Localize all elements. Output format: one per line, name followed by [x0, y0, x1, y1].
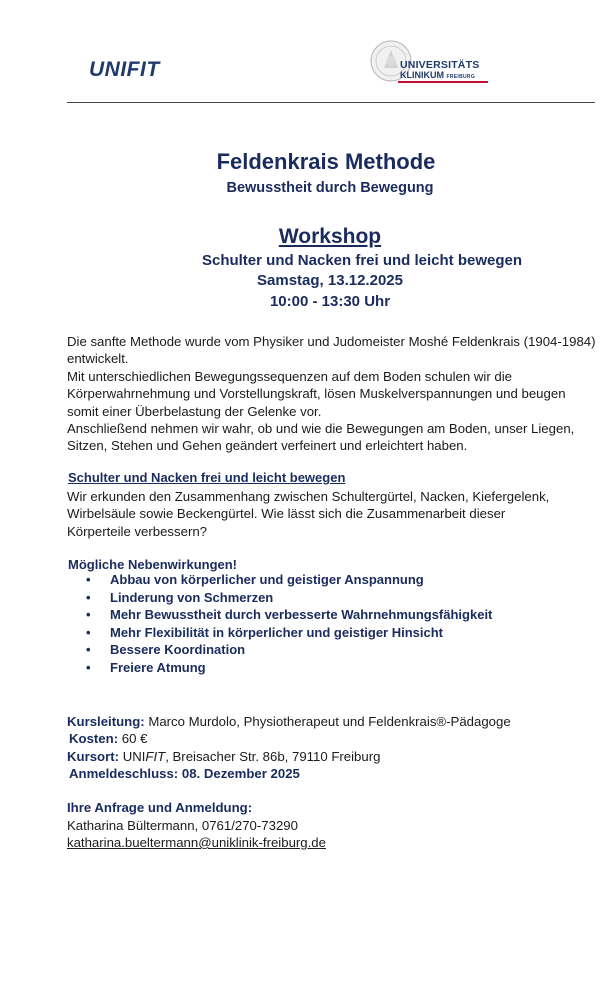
list-item-text: Mehr Bewusstheit durch verbesserte Wahrnehmungsfähigkeit	[110, 607, 493, 623]
page-title: Feldenkrais Methode	[216, 149, 436, 174]
contact-email-link[interactable]: katharina.bueltermann@uniklinik-freiburg.de	[67, 835, 326, 850]
course-location-address: , Breisacher Str. 86b, 79110 Freiburg	[165, 749, 381, 764]
list-item-text: Freiere Atmung	[110, 659, 206, 675]
registration-deadline: Anmeldeschluss: 08. Dezember 2025	[69, 766, 300, 781]
clinic-logo-freiburg: FREIBURG	[446, 74, 476, 80]
course-location-value	[119, 749, 380, 764]
course-location-fit: FIT	[145, 749, 166, 764]
contact-name-phone: Katharina Bültermann, 0761/270-73290	[67, 818, 298, 833]
course-leader-label: Kursleitung:	[67, 714, 145, 729]
course-cost-label: Kosten:	[69, 731, 119, 746]
list-item-text: Mehr Flexibilität in körperlicher und geistiger Hinsicht	[110, 624, 444, 640]
bullet-icon: •	[86, 607, 91, 623]
effects-list	[86, 571, 492, 677]
course-location	[67, 748, 380, 765]
section-text: Wir erkunden den Zusammenhang zwischen Schultergürtel, Nacken, Kiefergelenk, Wirbelsäule sowie Beckengürtel. Wie lässt sich die Zusammenarbeit dieser Körperteile verbessern?	[67, 489, 550, 539]
course-location-label: Kursort:	[67, 749, 120, 764]
intro-paragraph: Die sanfte Methode wurde vom Physiker und Judomeister Moshé Feldenkrais (1904-1984) entwickelt.	[67, 334, 596, 367]
bullet-icon: •	[86, 659, 91, 675]
list-item	[86, 606, 492, 624]
course-leader	[67, 713, 511, 730]
course-location-uni: UNI	[119, 749, 146, 764]
workshop-time: 10:00 - 13:30 Uhr	[269, 293, 391, 310]
bullet-icon: •	[86, 589, 91, 605]
workshop-date: Samstag, 13.12.2025	[257, 272, 403, 289]
clinic-logo-line1: UNIVERSITÄTS	[400, 59, 480, 71]
clinic-logo-accent-bar	[398, 81, 488, 83]
header-divider	[67, 102, 595, 103]
workshop-topic: Schulter und Nacken frei und leicht bewegen	[201, 252, 523, 269]
list-item	[86, 571, 492, 589]
list-item	[86, 659, 492, 677]
course-leader-value: Marco Murdolo, Physiotherapeut und Feldenkrais®-Pädagoge	[144, 714, 511, 729]
section-heading: Schulter und Nacken frei und leicht bewegen	[68, 470, 346, 485]
bullet-icon: •	[86, 624, 91, 640]
page-subtitle: Bewusstheit durch Bewegung	[226, 180, 434, 196]
contact-heading: Ihre Anfrage und Anmeldung:	[67, 800, 253, 815]
course-cost	[69, 730, 147, 747]
list-item-text: Abbau von körperlicher und geistiger Anspannung	[110, 572, 424, 587]
intro-paragraph: Mit unterschiedlichen Bewegungssequenzen auf dem Boden schulen wir die Körperwahrnehmung und Vorstellungskraft, lösen Muskelverspannungen und beugen somit einer Überbelastung der Gelenke vor.	[67, 368, 566, 419]
list-item	[86, 624, 492, 642]
course-cost-value: 60 €	[118, 731, 148, 746]
list-item	[86, 641, 492, 659]
effects-heading: Mögliche Nebenwirkungen!	[68, 557, 238, 572]
bullet-icon: •	[86, 642, 91, 658]
list-item	[86, 589, 492, 607]
intro-paragraph: Anschließend nehmen wir wahr, ob und wie die Bewegungen am Boden, unser Liegen, Sitzen, Stehen und Gehen geändert verfeinert und erleichtert haben.	[67, 421, 575, 454]
unifit-logo: UNIFIT	[89, 58, 160, 81]
clinic-logo-klinikum: KLINIKUM	[400, 70, 444, 80]
list-item-text: Linderung von Schmerzen	[110, 589, 274, 605]
bullet-icon: •	[86, 572, 91, 587]
list-item-text: Bessere Koordination	[110, 642, 246, 658]
workshop-heading: Workshop	[278, 225, 382, 248]
intro-text	[67, 333, 597, 455]
clinic-logo-text	[400, 60, 479, 82]
